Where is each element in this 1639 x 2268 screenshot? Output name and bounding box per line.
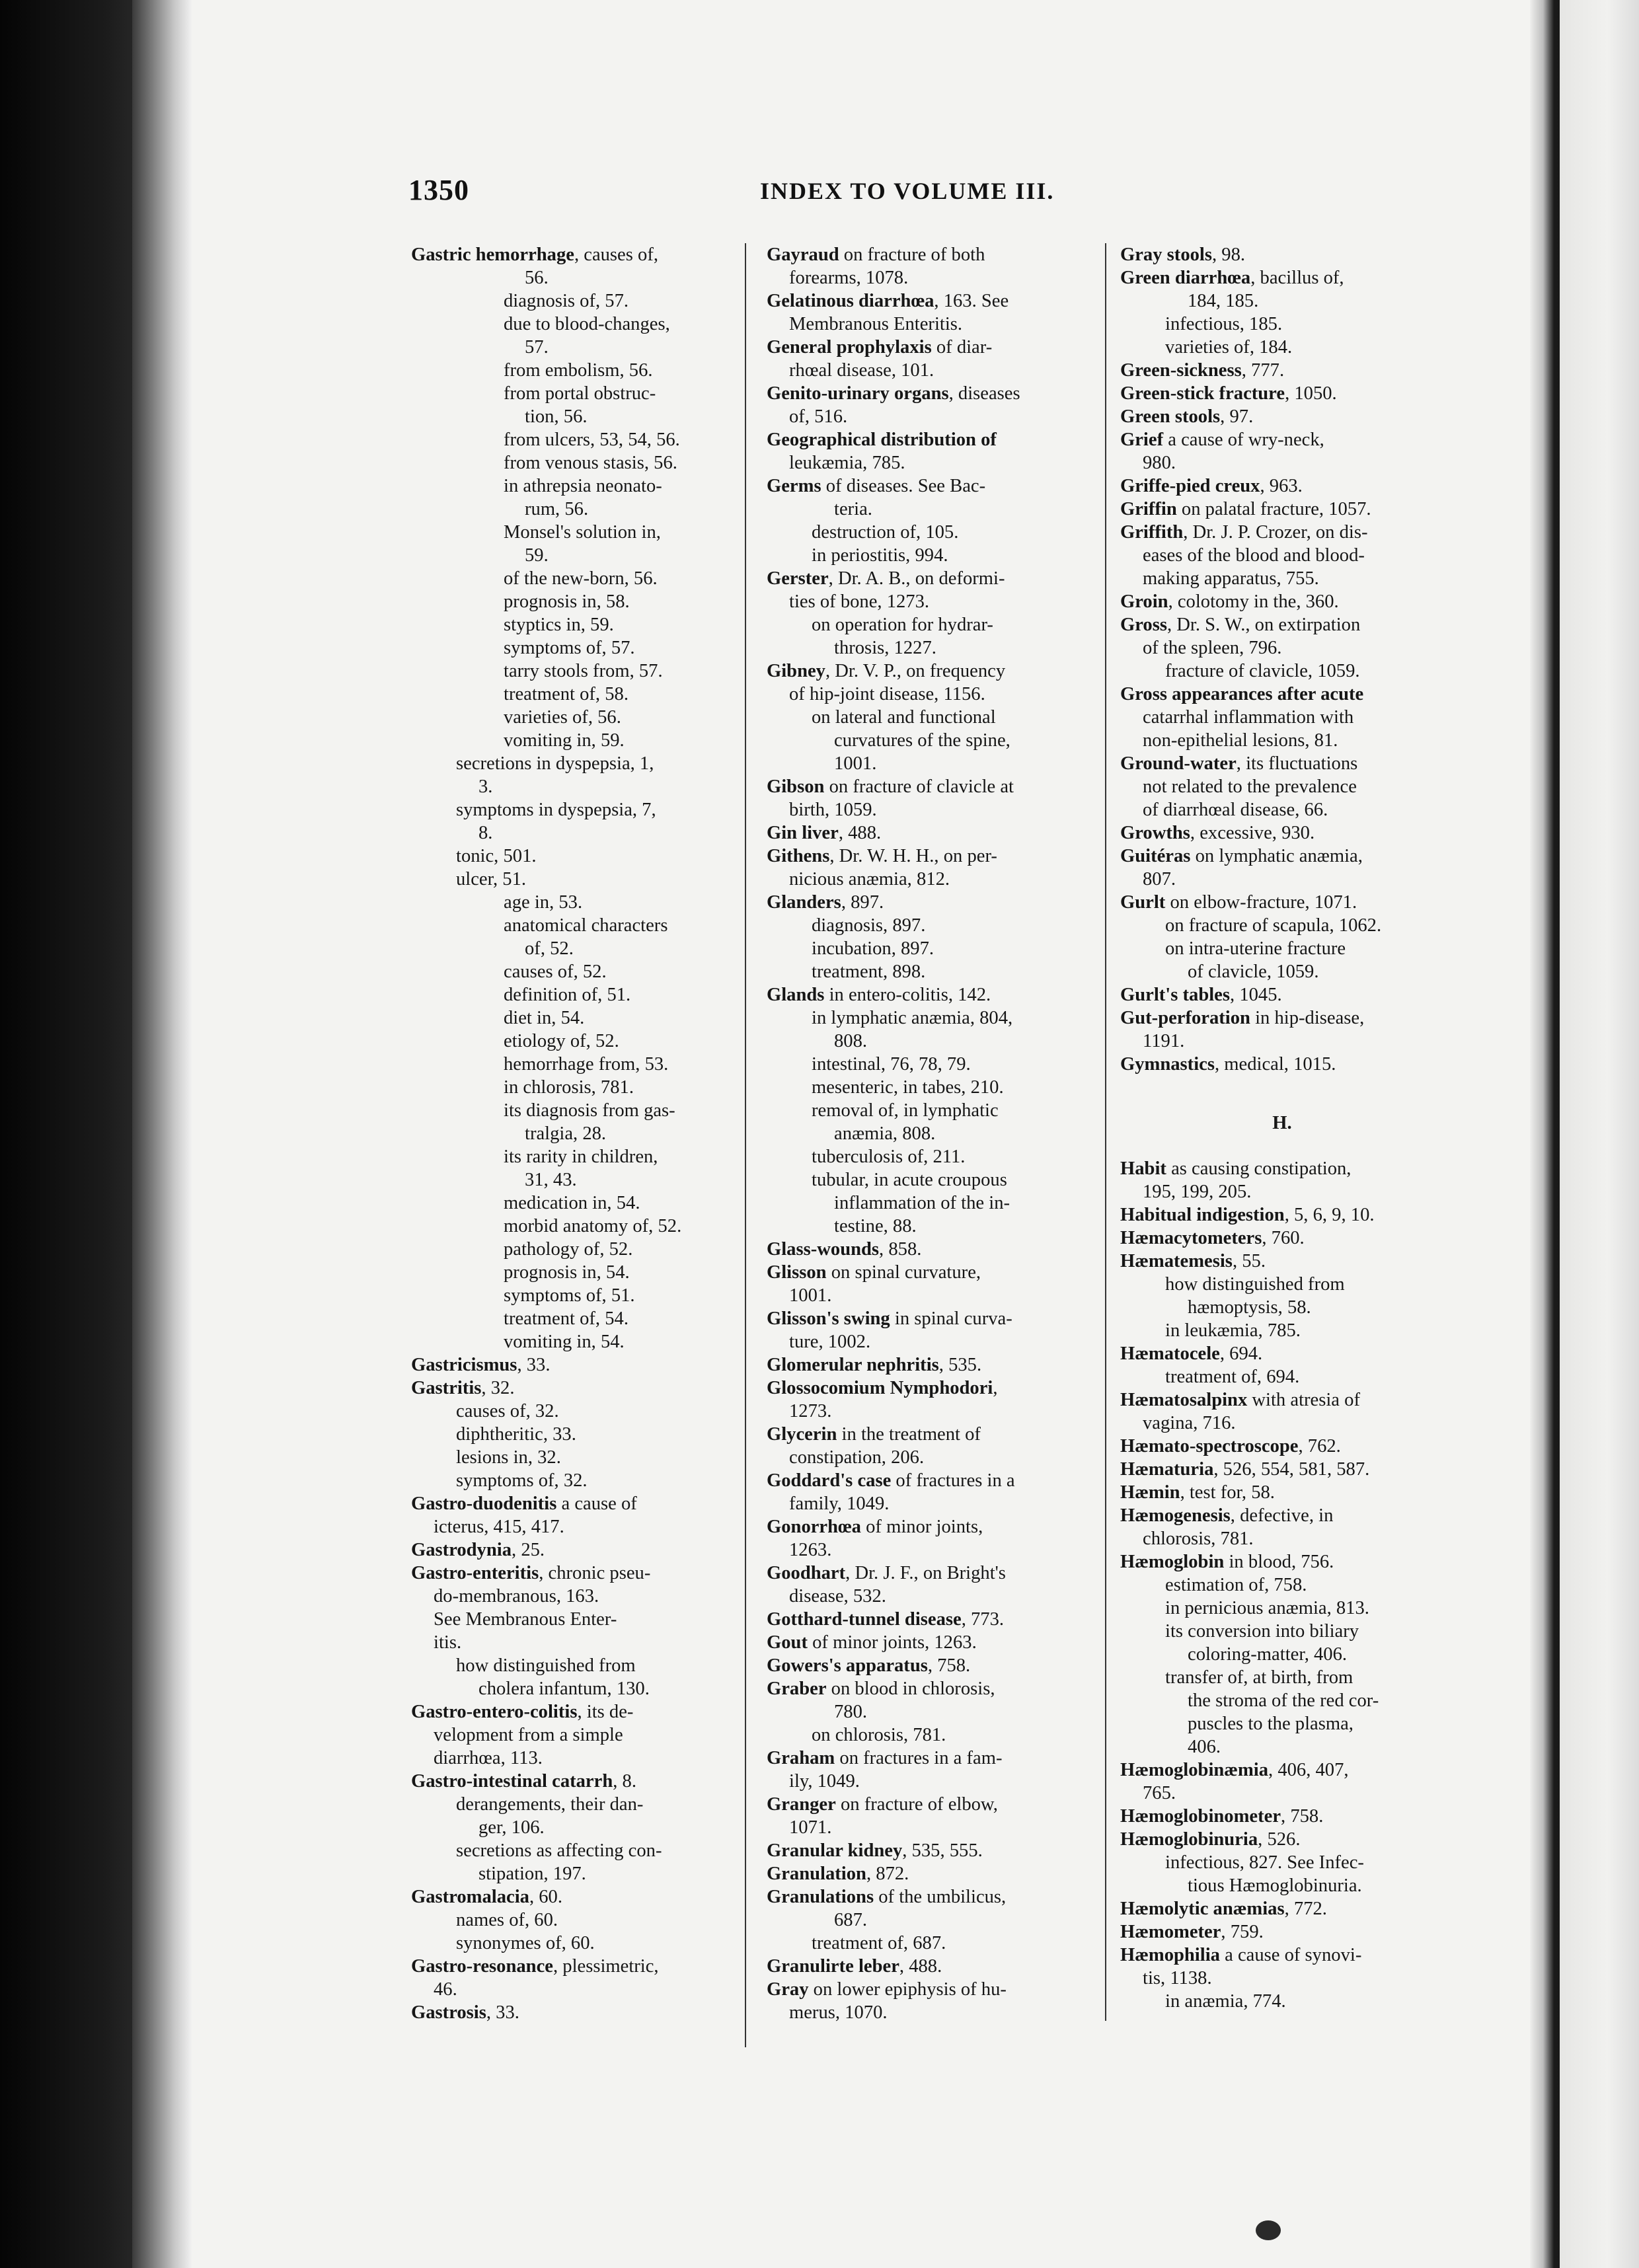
index-entry: Habit as causing constipation, [1120, 1158, 1352, 1179]
index-entry: Granulirte leber, 488. [767, 1956, 942, 1977]
index-entry: Genito-urinary organs, diseases [767, 383, 1020, 404]
index-subentry: medication in, 54. [504, 1193, 640, 1213]
index-subentry: vomiting in, 59. [504, 730, 625, 751]
index-subentry: varieties of, 56. [504, 707, 621, 728]
index-entry: Griffe-pied creux, 963. [1120, 476, 1303, 496]
index-subentry: from venous stasis, 56. [504, 453, 677, 473]
page-number: 1350 [408, 174, 469, 206]
index-entry: Hæmoglobinuria, 526. [1120, 1829, 1301, 1850]
index-subentry: symptoms of, 32. [456, 1470, 588, 1491]
index-entry: Gastro-entero-colitis, its de- [411, 1702, 634, 1722]
index-entry: Gastricismus, 33. [411, 1355, 551, 1375]
index-subentry: testine, 88. [834, 1216, 917, 1236]
index-section-h [1120, 1157, 1444, 2013]
index-subentry: estimation of, 758. [1165, 1575, 1307, 1595]
index-subentry: Membranous Enteritis. [789, 314, 963, 334]
index-subentry: destruction of, 105. [812, 522, 959, 543]
index-subentry: 780. [834, 1702, 868, 1722]
index-subentry: incubation, 897. [812, 938, 934, 959]
index-subentry: ger, 106. [478, 1817, 545, 1838]
index-subentry: tubular, in acute croupous [812, 1170, 1007, 1190]
index-subentry: hemorrhage from, 53. [504, 1054, 669, 1075]
index-subentry: pathology of, 52. [504, 1239, 633, 1260]
index-entry: Gastro-duodenitis a cause of [411, 1493, 637, 1514]
index-subentry: secretions in dyspepsia, 1, [456, 753, 654, 774]
index-subentry: merus, 1070. [789, 2002, 888, 2023]
index-subentry: prognosis in, 54. [504, 1262, 630, 1283]
index-entry: Gross, Dr. S. W., on extirpation [1120, 615, 1361, 635]
index-subentry: symptoms in dyspepsia, 7, [456, 800, 656, 820]
index-entry: Hæmatocele, 694. [1120, 1343, 1263, 1364]
index-subentry: ily, 1049. [789, 1771, 860, 1792]
index-column-3 [1120, 243, 1444, 2013]
index-subentry: of, 52. [525, 938, 574, 959]
index-entry: Gerster, Dr. A. B., on deformi- [767, 568, 1005, 589]
index-subentry: infectious, 827. See Infec- [1165, 1852, 1364, 1873]
index-subentry: anatomical characters [504, 915, 668, 936]
index-subentry: ture, 1002. [789, 1332, 871, 1352]
index-subentry: eases of the blood and blood- [1143, 545, 1365, 566]
index-subentry: 807. [1143, 869, 1176, 889]
index-subentry: lesions in, 32. [456, 1447, 561, 1468]
index-subentry: nicious anæmia, 812. [789, 869, 950, 889]
index-subentry: mesenteric, in tabes, 210. [812, 1077, 1004, 1098]
index-subentry: in athrepsia neonato- [504, 476, 662, 496]
index-entry: Hæmaturia, 526, 554, 581, 587. [1120, 1459, 1370, 1480]
index-subentry: constipation, 206. [789, 1447, 925, 1468]
index-entry: Granulation, 872. [767, 1864, 909, 1884]
index-subentry: puscles to the plasma, [1188, 1714, 1353, 1734]
index-subentry: hæmoptysis, 58. [1188, 1297, 1311, 1318]
index-subentry: 765. [1143, 1783, 1176, 1803]
index-entry: Gelatinous diarrhœa, 163. See [767, 291, 1009, 311]
index-entry: Hæmoglobinometer, 758. [1120, 1806, 1324, 1827]
index-subentry: on fracture of scapula, 1062. [1165, 915, 1382, 936]
index-subentry: of the new-born, 56. [504, 568, 658, 589]
index-subentry: on intra-uterine fracture [1165, 938, 1346, 959]
index-subentry: its diagnosis from gas- [504, 1100, 675, 1121]
index-subentry: in pernicious anæmia, 813. [1165, 1598, 1369, 1618]
index-subentry: treatment of, 694. [1165, 1367, 1300, 1387]
index-subentry: 56. [525, 268, 549, 288]
index-subentry: the stroma of the red cor- [1188, 1690, 1379, 1711]
page-title: INDEX TO VOLUME III. [760, 178, 1055, 204]
index-subentry: diagnosis, 897. [812, 915, 926, 936]
index-subentry: due to blood-changes, [504, 314, 670, 334]
index-subentry: velopment from a simple [434, 1725, 623, 1745]
index-subentry: symptoms of, 57. [504, 638, 635, 658]
index-subentry: coloring-matter, 406. [1188, 1644, 1348, 1665]
index-subentry: how distinguished from [456, 1655, 636, 1676]
index-entry: Glands in entero-colitis, 142. [767, 985, 991, 1005]
index-subentry: vomiting in, 54. [504, 1332, 625, 1352]
index-subentry: of the spleen, 796. [1143, 638, 1282, 658]
adjacent-page-edge [1560, 0, 1639, 2268]
index-subentry: from ulcers, 53, 54, 56. [504, 430, 680, 450]
index-subentry: vagina, 716. [1143, 1413, 1236, 1433]
index-entry: Gymnastics, medical, 1015. [1120, 1054, 1336, 1075]
index-entry: Gastro-resonance, plessimetric, [411, 1956, 659, 1977]
index-subentry: in anæmia, 774. [1165, 1991, 1286, 2012]
index-subentry: making apparatus, 755. [1143, 568, 1319, 589]
index-subentry: 687. [834, 1910, 868, 1930]
index-entry: Gout of minor joints, 1263. [767, 1632, 977, 1653]
index-entry: Glycerin in the treatment of [767, 1424, 981, 1445]
index-entry: Goodhart, Dr. J. F., on Bright's [767, 1563, 1006, 1583]
index-subentry: 1263. [789, 1540, 832, 1560]
index-subentry: intestinal, 76, 78, 79. [812, 1054, 971, 1075]
index-subentry: in lymphatic anæmia, 804, [812, 1008, 1013, 1028]
index-subentry: fracture of clavicle, 1059. [1165, 661, 1360, 681]
index-entry: Growths, excessive, 930. [1120, 823, 1315, 843]
index-entry: Hæmometer, 759. [1120, 1922, 1264, 1942]
index-subentry: 31, 43. [525, 1170, 577, 1190]
index-entry: Gonorrhœa of minor joints, [767, 1517, 983, 1537]
index-subentry: inflammation of the in- [834, 1193, 1010, 1213]
index-subentry: treatment of, 687. [812, 1933, 946, 1953]
index-entry: Gut-perforation in hip-disease, [1120, 1008, 1365, 1028]
index-entry: Hæmatemesis, 55. [1120, 1251, 1266, 1271]
index-entry: Glisson on spinal curvature, [767, 1262, 981, 1283]
index-subentry: treatment of, 58. [504, 684, 629, 704]
index-subentry: non-epithelial lesions, 81. [1143, 730, 1338, 751]
index-entry: Green-sickness, 777. [1120, 360, 1285, 381]
index-subentry: age in, 53. [504, 892, 583, 913]
index-subentry: transfer of, at birth, from [1165, 1667, 1353, 1688]
index-subentry: 184, 185. [1188, 291, 1259, 311]
index-subentry: in chlorosis, 781. [504, 1077, 634, 1098]
index-subentry: of hip-joint disease, 1156. [789, 684, 985, 704]
index-subentry: throsis, 1227. [834, 638, 936, 658]
book-page-edge [132, 0, 193, 2268]
index-entry: Griffith, Dr. J. P. Crozer, on dis- [1120, 522, 1368, 543]
index-entry: Gastric hemorrhage, causes of, [411, 245, 658, 265]
index-entry: Gastromalacia, 60. [411, 1887, 562, 1907]
index-subentry: family, 1049. [789, 1493, 890, 1514]
index-subentry: 406. [1188, 1737, 1221, 1757]
index-subentry: from portal obstruc- [504, 383, 656, 404]
index-subentry: rhœal disease, 101. [789, 360, 934, 381]
index-entry: Granger on fracture of elbow, [767, 1794, 998, 1815]
index-subentry: cholera infantum, 130. [478, 1679, 650, 1699]
index-entry: Griffin on palatal fracture, 1057. [1120, 499, 1371, 519]
index-subentry: 1273. [789, 1401, 832, 1421]
index-subentry: from embolism, 56. [504, 360, 653, 381]
index-entry: Granulations of the umbilicus, [767, 1887, 1007, 1907]
index-column-2 [767, 243, 1092, 2024]
index-subentry: icterus, 415, 417. [434, 1517, 564, 1537]
index-entry: Guitéras on lymphatic anæmia, [1120, 846, 1363, 866]
index-entry: Hæmato-spectroscope, 762. [1120, 1436, 1341, 1456]
index-column-1 [411, 243, 734, 2024]
index-subentry: 59. [525, 545, 549, 566]
index-subentry: diarrhœa, 113. [434, 1748, 543, 1768]
index-subentry: 1001. [834, 753, 877, 774]
index-entry: Glomerular nephritis, 535. [767, 1355, 982, 1375]
index-subentry: birth, 1059. [789, 800, 877, 820]
index-entry: Gastro-enteritis, chronic pseu- [411, 1563, 651, 1583]
index-subentry: definition of, 51. [504, 985, 631, 1005]
index-subentry: 980. [1143, 453, 1176, 473]
index-subentry: of clavicle, 1059. [1188, 962, 1319, 982]
column-rule-left [745, 243, 746, 2047]
index-entry: Gray on lower epiphysis of hu- [767, 1979, 1007, 2000]
index-subentry: ties of bone, 1273. [789, 591, 930, 612]
index-entry: Gibney, Dr. V. P., on frequency [767, 661, 1006, 681]
index-entry: Green-stick fracture, 1050. [1120, 383, 1337, 404]
index-subentry: teria. [834, 499, 872, 519]
index-entry: Gowers's apparatus, 758. [767, 1655, 971, 1676]
index-entry: Ground-water, its fluctuations [1120, 753, 1358, 774]
index-subentry: 1191. [1143, 1031, 1185, 1051]
index-subentry: 1001. [789, 1285, 832, 1306]
index-entry: Glanders, 897. [767, 892, 884, 913]
index-entry: Gastritis, 32. [411, 1378, 515, 1398]
index-subentry: tuberculosis of, 211. [812, 1147, 966, 1167]
index-entry: Hæmatosalpinx with atresia of [1120, 1390, 1360, 1410]
index-subentry: infectious, 185. [1165, 314, 1283, 334]
index-subentry: varieties of, 184. [1165, 337, 1293, 358]
index-subentry: not related to the prevalence [1143, 776, 1357, 797]
index-subentry: prognosis in, 58. [504, 591, 630, 612]
index-subentry: its conversion into biliary [1165, 1621, 1359, 1642]
index-entry: Glisson's swing in spinal curva- [767, 1308, 1012, 1329]
index-subentry: in leukæmia, 785. [1165, 1320, 1301, 1341]
section-letter-h: H. [1272, 1113, 1292, 1133]
index-entry: Gotthard-tunnel disease, 773. [767, 1609, 1005, 1630]
index-subentry: of diarrhœal disease, 66. [1143, 800, 1328, 820]
index-entry: Gastrosis, 33. [411, 2002, 519, 2023]
index-subentry: diet in, 54. [504, 1008, 585, 1028]
index-subentry: catarrhal inflammation with [1143, 707, 1354, 728]
index-entry: Geographical distribution of [767, 430, 997, 450]
index-subentry: secretions as affecting con- [456, 1840, 662, 1861]
index-subentry: tarry stools from, 57. [504, 661, 663, 681]
index-entry: Graham on fractures in a fam- [767, 1748, 1003, 1768]
index-subentry: etiology of, 52. [504, 1031, 619, 1051]
index-subentry: Monsel's solution in, [504, 522, 661, 543]
column-rule-right [1105, 243, 1106, 2021]
index-subentry: derangements, their dan- [456, 1794, 644, 1815]
index-subentry: in periostitis, 994. [812, 545, 948, 566]
index-subentry: causes of, 32. [456, 1401, 559, 1421]
index-subentry: anæmia, 808. [834, 1123, 936, 1144]
index-entry: Hæmin, test for, 58. [1120, 1482, 1275, 1503]
index-subentry: how distinguished from [1165, 1274, 1345, 1295]
index-subentry: tis, 1138. [1143, 1968, 1212, 1988]
index-entry: Githens, Dr. W. H. H., on per- [767, 846, 997, 866]
index-entry: Graber on blood in chlorosis, [767, 1679, 995, 1699]
index-entry: Gayraud on fracture of both [767, 245, 985, 265]
index-entry: Gibson on fracture of clavicle at [767, 776, 1014, 797]
index-subentry: tious Hæmoglobinuria. [1188, 1875, 1362, 1896]
index-entry: Gastrodynia, 25. [411, 1540, 545, 1560]
index-entry: Hæmoglobin in blood, 756. [1120, 1552, 1334, 1572]
index-subentry: removal of, in lymphatic [812, 1100, 999, 1121]
index-subentry: of, 516. [789, 406, 848, 427]
index-entry: Gastro-intestinal catarrh, 8. [411, 1771, 636, 1792]
index-entry: Hæmolytic anæmias, 772. [1120, 1899, 1327, 1919]
index-subentry: diagnosis of, 57. [504, 291, 629, 311]
index-entry: Germs of diseases. See Bac- [767, 476, 986, 496]
index-subentry: See Membranous Enter- [434, 1609, 617, 1630]
index-subentry: causes of, 52. [504, 962, 607, 982]
index-subentry: curvatures of the spine, [834, 730, 1010, 751]
index-subentry: on operation for hydrar- [812, 615, 993, 635]
index-subentry: 808. [834, 1031, 868, 1051]
index-entry: Grief a cause of wry-neck, [1120, 430, 1324, 450]
index-subentry: tion, 56. [525, 406, 588, 427]
index-entry: Goddard's case of fractures in a [767, 1470, 1015, 1491]
index-subentry: 46. [434, 1979, 457, 2000]
index-subentry: morbid anatomy of, 52. [504, 1216, 682, 1236]
index-section-g-end [1120, 243, 1444, 1076]
index-subentry: do-membranous, 163. [434, 1586, 599, 1606]
index-entry: Gin liver, 488. [767, 823, 882, 843]
index-subentry: treatment, 898. [812, 962, 926, 982]
index-subentry: 3. [478, 776, 493, 797]
index-subentry: stipation, 197. [478, 1864, 586, 1884]
index-entry: Green stools, 97. [1120, 406, 1254, 427]
index-subentry: leukæmia, 785. [789, 453, 905, 473]
index-entry: Gurlt on elbow-fracture, 1071. [1120, 892, 1357, 913]
index-entry: Hæmoglobinæmia, 406, 407, [1120, 1760, 1349, 1780]
index-entry: Hæmacytometers, 760. [1120, 1228, 1305, 1248]
index-subentry: itis. [434, 1632, 462, 1653]
index-subentry: 8. [478, 823, 493, 843]
index-entry: Habitual indigestion, 5, 6, 9, 10. [1120, 1205, 1375, 1225]
index-entry: Groin, colotomy in the, 360. [1120, 591, 1339, 612]
index-subentry: symptoms of, 51. [504, 1285, 635, 1306]
index-subentry: chlorosis, 781. [1143, 1529, 1254, 1549]
index-subentry: rum, 56. [525, 499, 589, 519]
index-entry: Hæmogenesis, defective, in [1120, 1505, 1334, 1526]
index-subentry: ulcer, 51. [456, 869, 527, 889]
index-subentry: on chlorosis, 781. [812, 1725, 946, 1745]
index-entry: Glossocomium Nymphodori, [767, 1378, 998, 1398]
index-subentry: tralgia, 28. [525, 1123, 607, 1144]
index-entry: General prophylaxis of diar- [767, 337, 993, 358]
index-entry: Granular kidney, 535, 555. [767, 1840, 983, 1861]
index-subentry: tonic, 501. [456, 846, 537, 866]
scan-blemish [1256, 2220, 1281, 2240]
index-subentry: diphtheritic, 33. [456, 1424, 576, 1445]
index-subentry: styptics in, 59. [504, 615, 614, 635]
index-subentry: 1071. [789, 1817, 832, 1838]
index-entry: Hæmophilia a cause of synovi- [1120, 1945, 1362, 1965]
index-subentry: its rarity in children, [504, 1147, 658, 1167]
index-subentry: disease, 532. [789, 1586, 886, 1606]
index-subentry: forearms, 1078. [789, 268, 909, 288]
index-subentry: on lateral and functional [812, 707, 996, 728]
index-entry: Gross appearances after acute [1120, 684, 1364, 704]
index-entry: Glass-wounds, 858. [767, 1239, 922, 1260]
index-entry: Green diarrhœa, bacillus of, [1120, 268, 1344, 288]
index-subentry: 195, 199, 205. [1143, 1182, 1252, 1202]
index-subentry: synonymes of, 60. [456, 1933, 595, 1953]
index-subentry: 57. [525, 337, 549, 358]
index-entry: Gurlt's tables, 1045. [1120, 985, 1282, 1005]
index-subentry: treatment of, 54. [504, 1308, 629, 1329]
index-entry: Gray stools, 98. [1120, 245, 1246, 265]
index-subentry: names of, 60. [456, 1910, 558, 1930]
